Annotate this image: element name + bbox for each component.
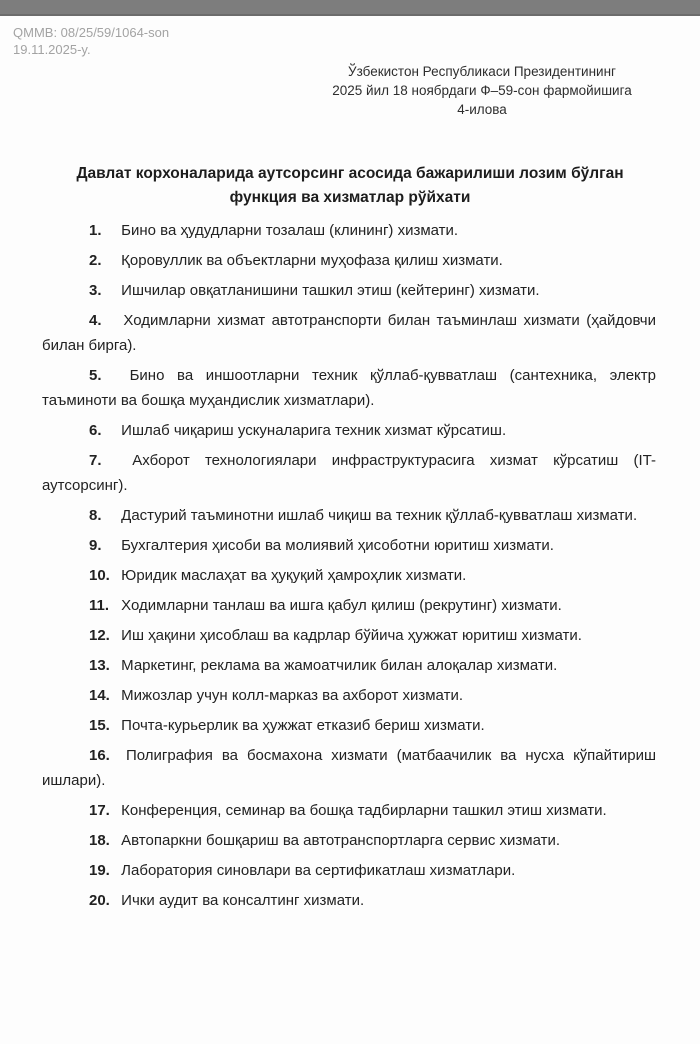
item-text: Полиграфия ва босмахона хизмати (матбаачилик ва нусха кўпайтириш ишлари). xyxy=(42,747,656,789)
item-number: 15. xyxy=(89,717,110,734)
item-number: 9. xyxy=(89,537,102,554)
item-text: Почта-курьерлик ва ҳужжат етказиб бериш хизмати. xyxy=(117,717,485,734)
item-text: Ишчилар овқатланишини ташкил этиш (кейтеринг) хизмати. xyxy=(117,282,540,299)
annex-line-decree: 2025 йил 18 ноябрдаги Ф–59-сон фармойишига xyxy=(332,83,632,98)
list-item xyxy=(42,623,656,648)
item-number: 10. xyxy=(89,567,110,584)
item-text: Маркетинг, реклама ва жамоатчилик билан алоқалар хизмати. xyxy=(117,657,558,674)
item-number: 1. xyxy=(89,222,102,239)
item-text: Юридик маслаҳат ва ҳуқуқий ҳамроҳлик хизмати. xyxy=(117,567,467,584)
list-item xyxy=(42,713,656,738)
list-item xyxy=(42,503,656,528)
item-text: Конференция, семинар ва бошқа тадбирларни ташкил этиш хизмати. xyxy=(117,802,607,819)
list-item xyxy=(42,533,656,558)
item-number: 8. xyxy=(89,507,102,524)
annex-line-number: 4-илова xyxy=(457,102,507,117)
list-item xyxy=(42,308,656,358)
item-number: 7. xyxy=(89,452,102,469)
service-list xyxy=(42,218,656,918)
list-item xyxy=(42,418,656,443)
item-number: 17. xyxy=(89,802,110,819)
item-number: 19. xyxy=(89,862,110,879)
item-text: Бино ва иншоотларни техник қўллаб-қувватлаш (сантехника, электр таъминоти ва бошқа муҳандислик хизматлари). xyxy=(42,367,656,409)
list-item xyxy=(42,593,656,618)
list-item xyxy=(42,653,656,678)
item-text: Ишлаб чиқариш ускуналарига техник хизмат кўрсатиш. xyxy=(117,422,507,439)
item-number: 5. xyxy=(89,367,102,384)
item-number: 14. xyxy=(89,687,110,704)
item-number: 6. xyxy=(89,422,102,439)
list-item xyxy=(42,798,656,823)
list-item xyxy=(42,683,656,708)
item-number: 20. xyxy=(89,892,110,909)
list-item xyxy=(42,743,656,793)
item-text: Дастурий таъминотни ишлаб чиқиш ва техник қўллаб-қувватлаш хизмати. xyxy=(117,507,638,524)
item-text: Ходимларни танлаш ва ишга қабул қилиш (рекрутинг) хизмати. xyxy=(117,597,562,614)
list-item xyxy=(42,858,656,883)
list-item xyxy=(42,828,656,853)
item-text: Ички аудит ва консалтинг хизмати. xyxy=(117,892,365,909)
item-text: Бухгалтерия ҳисоби ва молиявий ҳисоботни юритиш хизмати. xyxy=(117,537,554,554)
registration-number: QMMB: 08/25/59/1064-son xyxy=(13,25,170,40)
list-item xyxy=(42,248,656,273)
list-item xyxy=(42,218,656,243)
list-item xyxy=(42,278,656,303)
item-text: Бино ва ҳудудларни тозалаш (клининг) хизмати. xyxy=(117,222,459,239)
item-text: Ходимларни хизмат автотранспорти билан таъминлаш хизмати (ҳайдовчи билан бирга). xyxy=(42,312,656,354)
item-number: 2. xyxy=(89,252,102,269)
document-title: Давлат корхоналарида аутсорсинг асосида бажарилиши лозим бўлган функция ва хизматлар рўйхати xyxy=(76,165,624,206)
annex-line-authority: Ўзбекистон Республикаси Президентининг xyxy=(348,64,616,79)
item-number: 3. xyxy=(89,282,102,299)
item-text: Ахборот технологиялари инфраструктурасига хизмат кўрсатиш (IT-аутсорсинг). xyxy=(42,452,656,494)
list-item xyxy=(42,563,656,588)
item-text: Лаборатория синовлари ва сертификатлаш хизматлари. xyxy=(117,862,516,879)
item-text: Иш ҳақини ҳисоблаш ва кадрлар бўйича ҳужжат юритиш хизмати. xyxy=(117,627,582,644)
registration-date: 19.11.2025-y. xyxy=(13,42,91,57)
item-number: 16. xyxy=(89,747,110,764)
list-item xyxy=(42,888,656,913)
item-number: 18. xyxy=(89,832,110,849)
item-text: Қоровуллик ва объектларни муҳофаза қилиш хизмати. xyxy=(117,252,503,269)
item-text: Мижозлар учун колл-марказ ва ахборот хизмати. xyxy=(117,687,463,704)
item-number: 11. xyxy=(89,597,110,614)
item-number: 4. xyxy=(89,312,102,329)
list-item xyxy=(42,448,656,498)
list-item xyxy=(42,363,656,413)
annex-reference xyxy=(302,62,662,119)
item-text: Автопаркни бошқариш ва автотранспортларга сервис хизмати. xyxy=(117,832,560,849)
registration-stamp xyxy=(13,24,169,58)
item-number: 13. xyxy=(89,657,110,674)
item-number: 12. xyxy=(89,627,110,644)
scan-top-bar xyxy=(0,0,700,16)
